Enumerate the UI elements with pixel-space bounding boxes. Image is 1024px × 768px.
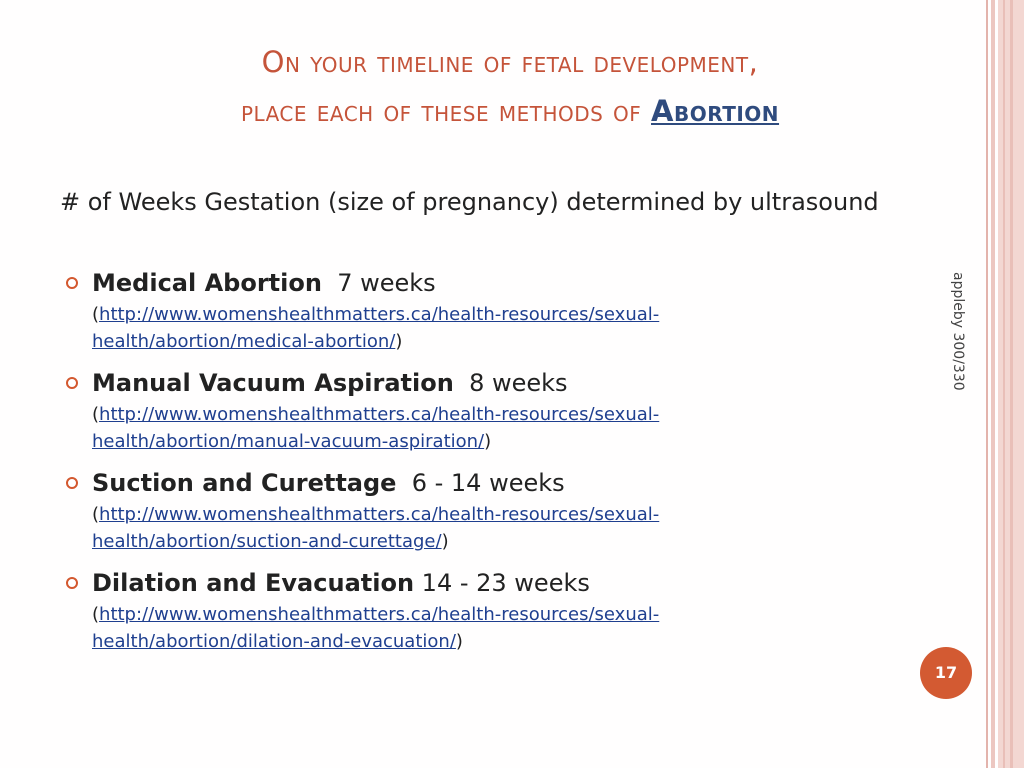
method-link-part-2[interactable]: health/abortion/dilation-and-evacuation/ — [92, 631, 456, 652]
method-link-part-1[interactable]: http://www.womenshealthmatters.ca/health-resources/sexual- — [99, 404, 660, 425]
slide-title — [120, 38, 900, 136]
bullet-icon — [66, 477, 78, 489]
title-line-2 — [120, 87, 900, 136]
method-link-part-2[interactable]: health/abortion/manual-vacuum-aspiration/ — [92, 431, 485, 452]
method-link-part-2[interactable]: health/abortion/suction-and-curettage/ — [92, 531, 442, 552]
method-name: Medical Abortion — [92, 269, 322, 297]
method-name: Suction and Curettage — [92, 469, 397, 497]
decorative-stripe — [1003, 0, 1005, 768]
title-line-2-prefix: place each of these methods of — [240, 94, 642, 128]
list-item-medical-abortion: Medical Abortion 7 weeks (http://www.womenshealthmatters.ca/health-resources/sexual- health/abortion/medical-abortion/) — [60, 265, 850, 355]
method-name: Dilation and Evacuation — [92, 569, 415, 597]
intro-text: # of Weeks Gestation (size of pregnancy) determined by ultrasound — [60, 188, 879, 216]
method-link-part-2[interactable]: health/abortion/medical-abortion/ — [92, 331, 396, 352]
list-item-manual-vacuum-aspiration: Manual Vacuum Aspiration 8 weeks (http://www.womenshealthmatters.ca/health-resources/sexual- health/abortion/manual-vacuum-aspiration/) — [60, 365, 850, 455]
method-link-part-1[interactable]: http://www.womenshealthmatters.ca/health-resources/sexual- — [99, 304, 660, 325]
bullet-icon — [66, 277, 78, 289]
method-weeks: 7 weeks — [337, 269, 436, 297]
method-weeks: 14 - 23 weeks — [421, 569, 590, 597]
decorative-stripe — [991, 0, 995, 768]
bullet-icon — [66, 577, 78, 589]
bullet-icon — [66, 377, 78, 389]
footer-side-text: appleby 300/330 — [950, 272, 966, 391]
method-weeks: 6 - 14 weeks — [411, 469, 565, 497]
list-item-suction-and-curettage: Suction and Curettage 6 - 14 weeks (http://www.womenshealthmatters.ca/health-resources/sexual- health/abortion/suction-and-curettage/) — [60, 465, 850, 555]
decorative-stripe — [986, 0, 988, 768]
page-number-badge: 17 — [920, 647, 972, 699]
decorative-stripe — [1010, 0, 1013, 768]
method-name: Manual Vacuum Aspiration — [92, 369, 454, 397]
method-link-part-1[interactable]: http://www.womenshealthmatters.ca/health-resources/sexual- — [99, 604, 660, 625]
method-weeks: 8 weeks — [469, 369, 568, 397]
methods-list — [60, 265, 850, 665]
title-line-1: On your timeline of fetal development, — [261, 45, 759, 79]
method-link-part-1[interactable]: http://www.womenshealthmatters.ca/health-resources/sexual- — [99, 504, 660, 525]
list-item-dilation-and-evacuation: Dilation and Evacuation 14 - 23 weeks (http://www.womenshealthmatters.ca/health-resources/sexual- health/abortion/dilation-and-evacuation/) — [60, 565, 850, 655]
title-emphasis: Abortion — [651, 94, 780, 128]
